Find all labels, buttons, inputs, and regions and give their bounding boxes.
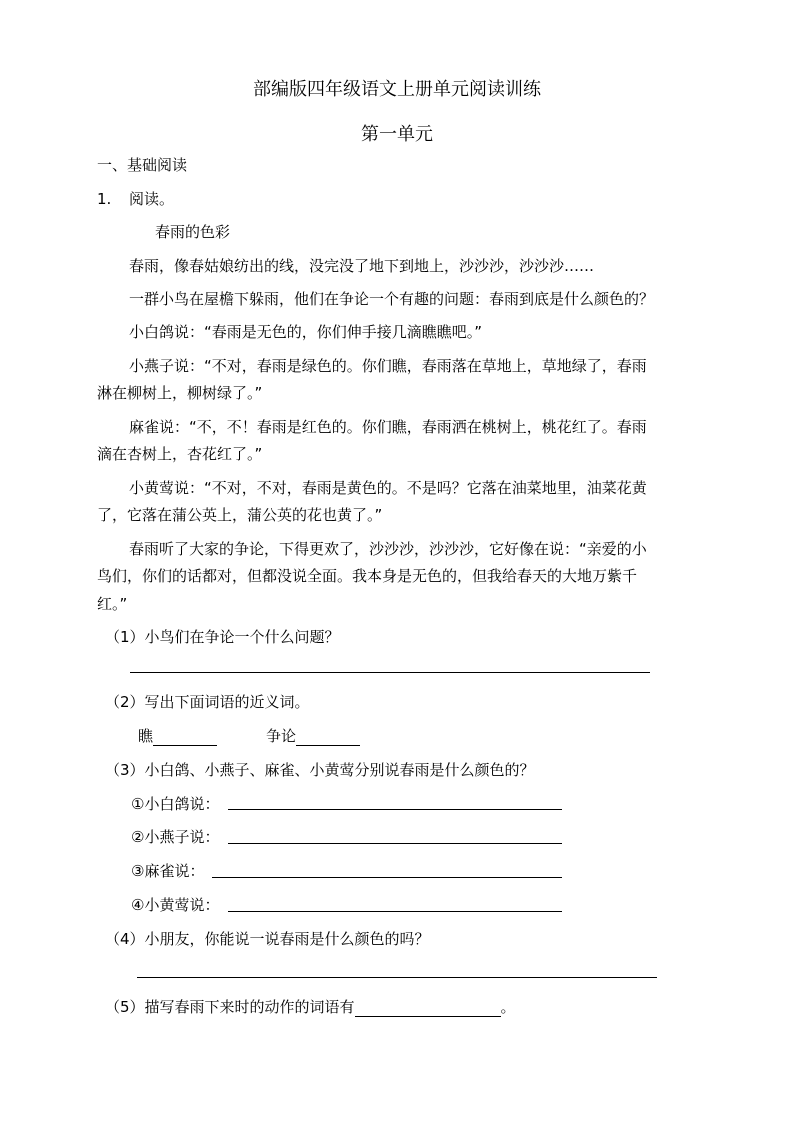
subquestion-2: （2）写出下面词语的近义词。 [105, 693, 310, 711]
passage-line: 鸟们，你们的话都对，但都没说全面。我本身是无色的，但我给春天的大地万紫千 [97, 567, 638, 585]
answer-blank-5[interactable] [355, 1000, 501, 1017]
synonym-blank-2[interactable] [296, 729, 360, 746]
passage-line: 淋在柳树上，柳树绿了。” [97, 384, 263, 402]
answer-line-oriole[interactable] [228, 911, 562, 912]
passage-line: 滴在杏树上，杏花红了。” [97, 445, 263, 463]
question-number: 1. [97, 190, 112, 208]
subquestion-4: （4）小朋友，你能说一说春雨是什么颜色的吗？ [105, 930, 430, 948]
subquestion-1: （1）小鸟们在争论一个什么问题？ [105, 628, 340, 646]
passage-line: 春雨，像春姑娘纺出的线，没完没了地下到地上，沙沙沙，沙沙沙…… [129, 257, 595, 275]
synonym-word-2: 争论 [266, 727, 297, 745]
passage-line: 麻雀说：“不，不！春雨是红色的。你们瞧，春雨洒在桃树上，桃花红了。春雨 [129, 418, 647, 436]
subquestion-5-end: 。 [500, 998, 516, 1016]
passage-line: 红。” [97, 595, 128, 613]
answer-line-swallow[interactable] [228, 843, 562, 844]
synonym-item-2 [266, 726, 360, 746]
subquestion-5-text: （5）描写春雨下来时的动作的词语有 [105, 998, 355, 1016]
answer-line-sparrow[interactable] [212, 877, 562, 878]
answer-line-dove[interactable] [228, 809, 562, 810]
section-heading: 一、基础阅读 [97, 156, 188, 174]
synonym-blank-1[interactable] [153, 729, 217, 746]
bird-item-label: ③麻雀说： [131, 862, 205, 880]
passage-line: 小白鸽说：“春雨是无色的，你们伸手接几滴瞧瞧吧。” [129, 323, 483, 341]
page-title: 部编版四年级语文上册单元阅读训练 [253, 79, 541, 100]
subquestion-5 [105, 997, 516, 1017]
passage-line: 一群小鸟在屋檐下躲雨，他们在争论一个有趣的问题：春雨到底是什么颜色的？ [129, 290, 655, 308]
passage-line: 春雨听了大家的争论，下得更欢了，沙沙沙，沙沙沙，它好像在说：“亲爱的小 [129, 540, 647, 558]
bird-item-label: ④小黄莺说： [131, 896, 220, 914]
passage-line: 小黄莺说：“不对，不对，春雨是黄色的。不是吗？它落在油菜地里，油菜花黄 [129, 479, 647, 497]
unit-title: 第一单元 [361, 124, 433, 145]
passage-title: 春雨的色彩 [155, 223, 231, 241]
bird-item-label: ①小白鸽说： [131, 795, 220, 813]
bird-item-label: ②小燕子说： [131, 828, 220, 846]
passage-line: 小燕子说：“不对，春雨是绿色的。你们瞧，春雨落在草地上，草地绿了，春雨 [129, 357, 647, 375]
question-instruction: 阅读。 [129, 190, 175, 208]
answer-line-4[interactable] [137, 977, 657, 978]
answer-line-1[interactable] [130, 672, 650, 673]
synonym-item-1 [138, 726, 217, 746]
passage-line: 了，它落在蒲公英上，蒲公英的花也黄了。” [97, 506, 383, 524]
subquestion-3: （3）小白鸽、小燕子、麻雀、小黄莺分别说春雨是什么颜色的？ [105, 761, 535, 779]
synonym-word-1: 瞧 [138, 727, 154, 745]
